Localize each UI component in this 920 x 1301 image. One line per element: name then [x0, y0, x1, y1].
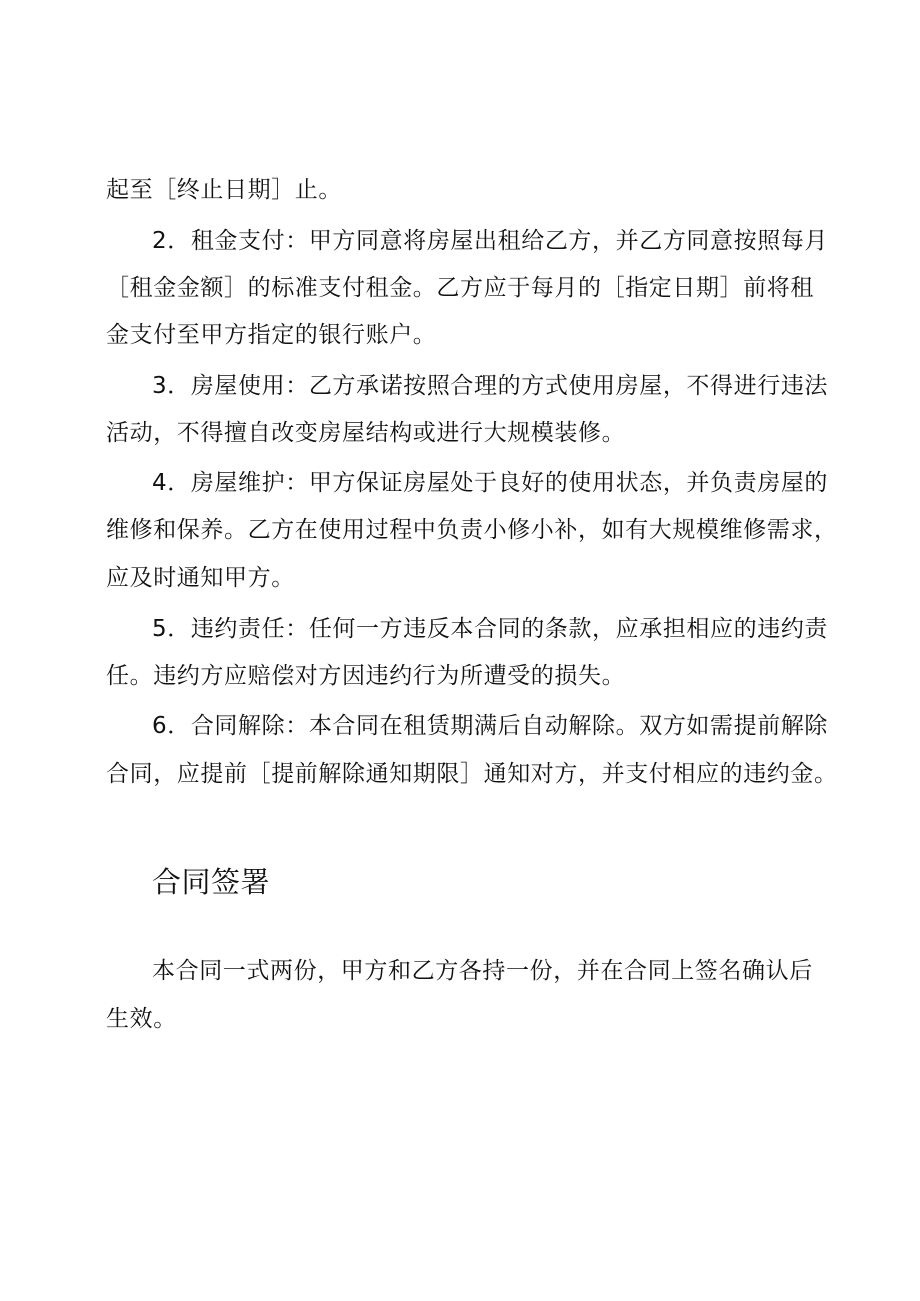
clause-3-line-1: 3．房屋使用：乙方承诺按照合理的方式使用房屋，不得进行违法 [152, 373, 829, 399]
clause-4-line-3: 应及时通知甲方。 [106, 565, 295, 591]
clause-4-line-2: 维修和保养。乙方在使用过程中负责小修小补，如有大规模维修需求， [106, 517, 838, 543]
signing-line-2: 生效。 [106, 1006, 177, 1032]
signing-line-1: 本合同一式两份，甲方和乙方各持一份，并在合同上签名确认后 [152, 958, 813, 984]
clause-2-line-2: ［租金金额］的标准支付租金。乙方应于每月的［指定日期］前将租 [106, 275, 814, 301]
clause-6-line-1: 6．合同解除：本合同在租赁期满后自动解除。双方如需提前解除 [152, 713, 829, 739]
clause-2-line-1: 2．租金支付：甲方同意将房屋出租给乙方，并乙方同意按照每月 [152, 228, 829, 254]
clause-5-line-1: 5．违约责任：任何一方违反本合同的条款，应承担相应的违约责 [152, 616, 829, 642]
section-heading-signing: 合同签署 [152, 865, 271, 899]
clause-3-line-2: 活动，不得擅自改变房屋结构或进行大规模装修。 [106, 420, 626, 446]
clause-1-tail: 起至［终止日期］止。 [106, 177, 342, 203]
clause-4-line-1: 4．房屋维护：甲方保证房屋处于良好的使用状态，并负责房屋的 [152, 470, 829, 496]
clause-5-line-2: 任。违约方应赔偿对方因违约行为所遭受的损失。 [106, 663, 626, 689]
clause-6-line-2: 合同，应提前［提前解除通知期限］通知对方，并支付相应的违约金。 [106, 761, 838, 787]
clause-2-line-3: 金支付至甲方指定的银行账户。 [106, 322, 437, 348]
